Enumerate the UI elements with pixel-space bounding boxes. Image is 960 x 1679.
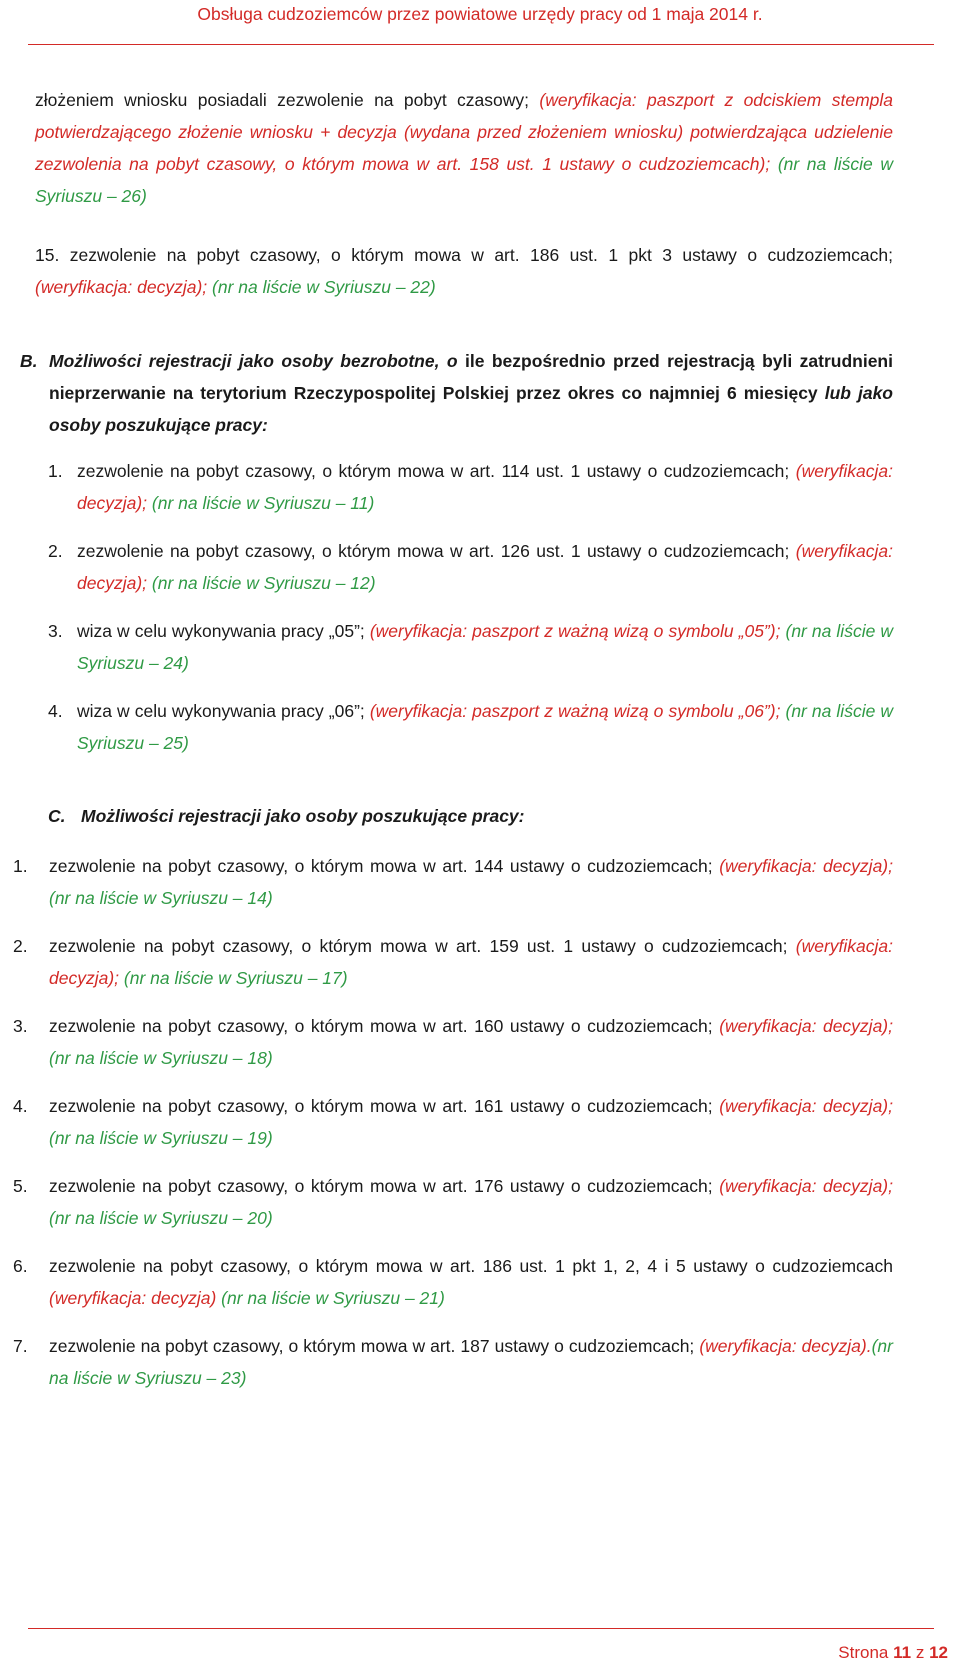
- item-text: zezwolenie na pobyt czasowy, o którym mowa w art. 187 ustawy o cudzoziemcach;: [49, 1336, 695, 1356]
- verification-note: (weryfikacja: decyzja);: [719, 1176, 893, 1196]
- item-text: zezwolenie na pobyt czasowy, o którym mowa w art. 144 ustawy o cudzoziemcach;: [49, 856, 713, 876]
- verification-note: (weryfikacja: paszport z ważną wizą o symbolu „05”);: [369, 621, 781, 641]
- item-text: zezwolenie na pobyt czasowy, o którym mowa w art. 126 ust. 1 ustawy o cudzoziemcach;: [77, 541, 790, 561]
- item-text: wiza w celu wykonywania pracy „06”;: [77, 701, 365, 721]
- verification-note: (weryfikacja: decyzja);: [719, 1016, 893, 1036]
- item-number: 3.: [13, 1016, 28, 1036]
- verification-note: (weryfikacja: decyzja): [49, 1288, 217, 1308]
- verification-note: (weryfikacja: decyzja);: [77, 541, 893, 593]
- page-label: Strona: [838, 1643, 889, 1662]
- list-item: [13, 930, 893, 994]
- section-b-heading: [20, 345, 893, 441]
- syriusz-reference: (nr na liście w Syriuszu – 17): [123, 968, 348, 988]
- verification-note: (weryfikacja: decyzja);: [77, 461, 893, 513]
- list-item-15: [35, 239, 893, 303]
- item-text: zezwolenie na pobyt czasowy, o którym mowa w art. 186 ust. 1 pkt 3 ustawy o cudzoziemcach;: [69, 245, 893, 265]
- item-text: zezwolenie na pobyt czasowy, o którym mowa w art. 160 ustawy o cudzoziemcach;: [49, 1016, 713, 1036]
- list-item: [48, 695, 893, 759]
- syriusz-reference: (nr na liście w Syriuszu – 26): [35, 154, 893, 206]
- section-letter: C.: [48, 806, 66, 826]
- item-number: 2.: [48, 541, 63, 561]
- syriusz-reference: (nr na liście w Syriuszu – 19): [49, 1128, 273, 1148]
- list-item: [48, 455, 893, 519]
- item-number: 1.: [13, 856, 28, 876]
- section-letter: B.: [20, 351, 38, 371]
- syriusz-reference: (nr na liście w Syriuszu – 11): [151, 493, 375, 513]
- verification-note: (weryfikacja: paszport z odciskiem stempla potwierdzającego złożenie wniosku + decyzja (wydana przed złożeniem wniosku) potwierdzająca udzielenie zezwolenia na pobyt czasowy, o którym mowa w art. 158 ust. 1 ustawy o cudzoziemcach);: [35, 90, 893, 174]
- list-item: [13, 1010, 893, 1074]
- verification-note: (weryfikacja: paszport z ważną wizą o symbolu „06”);: [369, 701, 781, 721]
- item-number: 4.: [48, 701, 63, 721]
- list-item: [13, 1090, 893, 1154]
- list-item: [48, 535, 893, 599]
- verification-note: (weryfikacja: decyzja);: [49, 936, 893, 988]
- verification-note: (weryfikacja: decyzja).: [699, 1336, 872, 1356]
- list-item: [13, 1330, 893, 1394]
- item-text: zezwolenie na pobyt czasowy, o którym mowa w art. 159 ust. 1 ustawy o cudzoziemcach;: [49, 936, 788, 956]
- item-number: 7.: [13, 1336, 28, 1356]
- section-title-text: ile bezpośrednio przed rejestracją byli zatrudnieni nieprzerwanie na terytorium Rzeczypospolitej Polskiej przez okres co najmniej 6 miesięcy: [49, 351, 893, 403]
- page-header: Obsługa cudzoziemców przez powiatowe urzędy pracy od 1 maja 2014 r.: [197, 4, 763, 24]
- header-divider: [28, 44, 934, 45]
- item-number: 3.: [48, 621, 63, 641]
- section-title: Możliwości rejestracji jako osoby poszukujące pracy:: [81, 806, 525, 826]
- syriusz-reference: (nr na liście w Syriuszu – 25): [77, 701, 893, 753]
- list-item: [48, 615, 893, 679]
- section-title-tail: lub jako osoby poszukujące pracy:: [49, 383, 893, 435]
- footer-divider: [28, 1628, 934, 1629]
- item-number: 5.: [13, 1176, 28, 1196]
- section-c-heading: [48, 800, 893, 832]
- item-number: 15.: [35, 245, 60, 265]
- syriusz-reference: (nr na liście w Syriuszu – 14): [49, 888, 273, 908]
- item-number: 2.: [13, 936, 28, 956]
- list-item: [13, 850, 893, 914]
- section-title-italic: Możliwości rejestracji jako osoby bezrobotne, o: [49, 351, 458, 371]
- syriusz-reference: (nr na liście w Syriuszu – 22): [212, 277, 436, 297]
- syriusz-reference: (nr na liście w Syriuszu – 18): [49, 1048, 273, 1068]
- verification-note: (weryfikacja: decyzja);: [719, 856, 893, 876]
- item-text: zezwolenie na pobyt czasowy, o którym mowa w art. 176 ustawy o cudzoziemcach;: [49, 1176, 713, 1196]
- page-of: z: [915, 1643, 925, 1662]
- verification-note: (weryfikacja: decyzja);: [719, 1096, 893, 1116]
- page-number: 11: [893, 1643, 912, 1662]
- continuation-paragraph: [35, 84, 893, 212]
- syriusz-reference: (nr na liście w Syriuszu – 23): [49, 1336, 893, 1388]
- syriusz-reference: (nr na liście w Syriuszu – 24): [77, 621, 893, 673]
- verification-note: (weryfikacja: decyzja);: [35, 277, 208, 297]
- item-number: 6.: [13, 1256, 28, 1276]
- syriusz-reference: (nr na liście w Syriuszu – 12): [151, 573, 376, 593]
- item-number: 1.: [48, 461, 63, 481]
- syriusz-reference: (nr na liście w Syriuszu – 20): [49, 1208, 273, 1228]
- item-text: zezwolenie na pobyt czasowy, o którym mowa w art. 186 ust. 1 pkt 1, 2, 4 i 5 ustawy o cudzoziemcach: [49, 1256, 893, 1276]
- item-text: wiza w celu wykonywania pracy „05”;: [77, 621, 365, 641]
- page-footer: [838, 1643, 948, 1663]
- item-text: zezwolenie na pobyt czasowy, o którym mowa w art. 161 ustawy o cudzoziemcach;: [49, 1096, 713, 1116]
- list-item: [13, 1250, 893, 1314]
- page-total: 12: [929, 1643, 948, 1662]
- item-number: 4.: [13, 1096, 28, 1116]
- list-item: [13, 1170, 893, 1234]
- paragraph-text: złożeniem wniosku posiadali zezwolenie na pobyt czasowy;: [35, 90, 530, 110]
- syriusz-reference: (nr na liście w Syriuszu – 21): [221, 1288, 445, 1308]
- item-text: zezwolenie na pobyt czasowy, o którym mowa w art. 114 ust. 1 ustawy o cudzoziemcach;: [77, 461, 790, 481]
